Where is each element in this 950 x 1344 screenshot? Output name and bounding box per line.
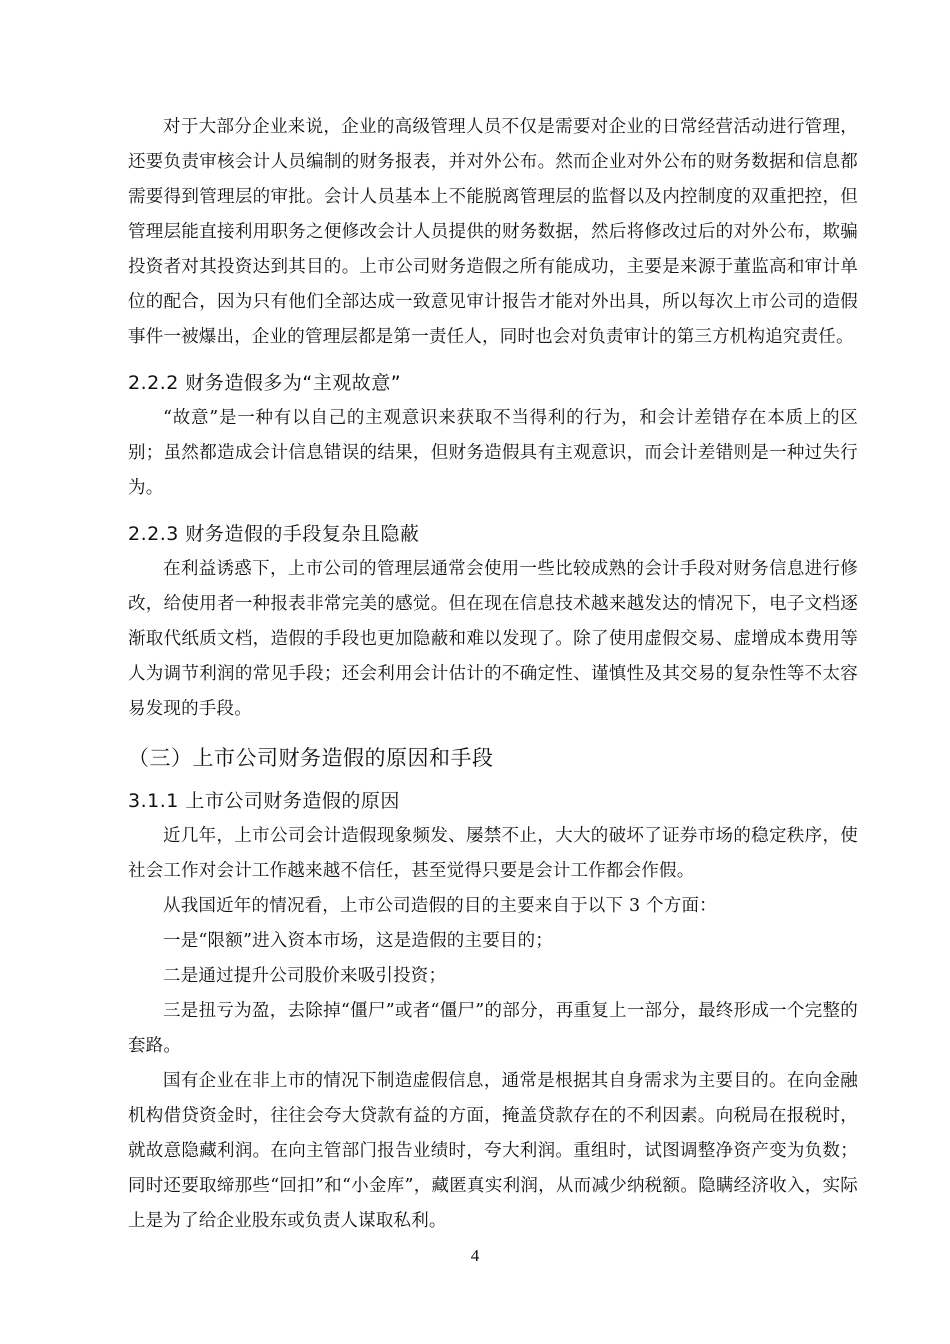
paragraph-purpose-three: 三是扭亏为盈，去除掉“僵尸”或者“僵尸”的部分，再重复上一部分，最终形成一个完整的套路。 [128,1001,858,1056]
heading-3-1-1: 3.1.1 上市公司财务造假的原因 [128,790,400,812]
paragraph-purpose-one: 一是“限额”进入资本市场，这是造假的主要目的； [163,931,553,951]
paragraph-purpose-two: 二是通过提升公司股价来吸引投资； [163,966,447,986]
paragraph-management-responsibility: 对于大部分企业来说，企业的高级管理人员不仅是需要对企业的日常经营活动进行管理，还要负责审核会计人员编制的财务报表，并对外公布。然而企业对外公布的财务数据和信息都需要得到管理层的审批。会计人员基本上不能脱离管理层的监督以及内控制度的双重把控，但管理层能直接利用职务之便修改会计人员提供的财务数据，然后将修改过后的对外公布，欺骗投资者对其投资达到其目的。上市公司财务造假之所有能成功，主要是来源于董监高和审计单位的配合，因为只有他们全部达成一致意见审计报告才能对外出具，所以每次上市公司的造假事件一被爆出，企业的管理层都是第一责任人，同时也会对负责审计的第三方机构追究责任。 [128,117,858,347]
heading-2-2-3: 2.2.3 财务造假的手段复杂且隐蔽 [128,523,420,545]
paragraph-intentional-fraud: “故意”是一种有以自己的主观意识来获取不当得利的行为，和会计差错存在本质上的区别；虽然都造成会计信息错误的结果，但财务造假具有主观意识，而会计差错则是一种过失行为。 [128,408,858,498]
paragraph-recent-years: 近几年，上市公司会计造假现象频发、屡禁不止，大大的破坏了证券市场的稳定秩序，使社会工作对会计工作越来越不信任，甚至觉得只要是会计工作都会作假。 [128,826,858,881]
page-number: 4 [470,1246,480,1265]
paragraph-complex-methods: 在利益诱惑下，上市公司的管理层通常会使用一些比较成熟的会计手段对财务信息进行修改，给使用者一种报表非常完美的感觉。但在现在信息技术越来越发达的情况下，电子文档逐渐取代纸质文档，造假的手段也更加隐蔽和难以发现了。除了使用虚假交易、虚增成本费用等人为调节利润的常见手段；还会利用会计估计的不确定性、谨慎性及其交易的复杂性等不太容易发现的手段。 [128,559,858,719]
document-page [128,110,858,1239]
section-3-title: （三）上市公司财务造假的原因和手段 [128,746,494,770]
paragraph-three-purposes: 从我国近年的情况看，上市公司造假的目的主要来自于以下 3 个方面： [163,896,717,916]
paragraph-state-owned: 国有企业在非上市的情况下制造虚假信息，通常是根据其自身需求为主要目的。在向金融机构借贷资金时，往往会夸大贷款有益的方面，掩盖贷款存在的不利因素。向税局在报税时，就故意隐藏利润。在向主管部门报告业绩时，夸大利润。重组时，试图调整净资产变为负数；同时还要取缔那些“回扣”和“小金库”，藏匿真实利润，从而减少纳税额。隐瞒经济收入，实际上是为了给企业股东或负责人谋取私利。 [128,1071,858,1231]
heading-2-2-2: 2.2.2 财务造假多为“主观故意” [128,372,402,394]
